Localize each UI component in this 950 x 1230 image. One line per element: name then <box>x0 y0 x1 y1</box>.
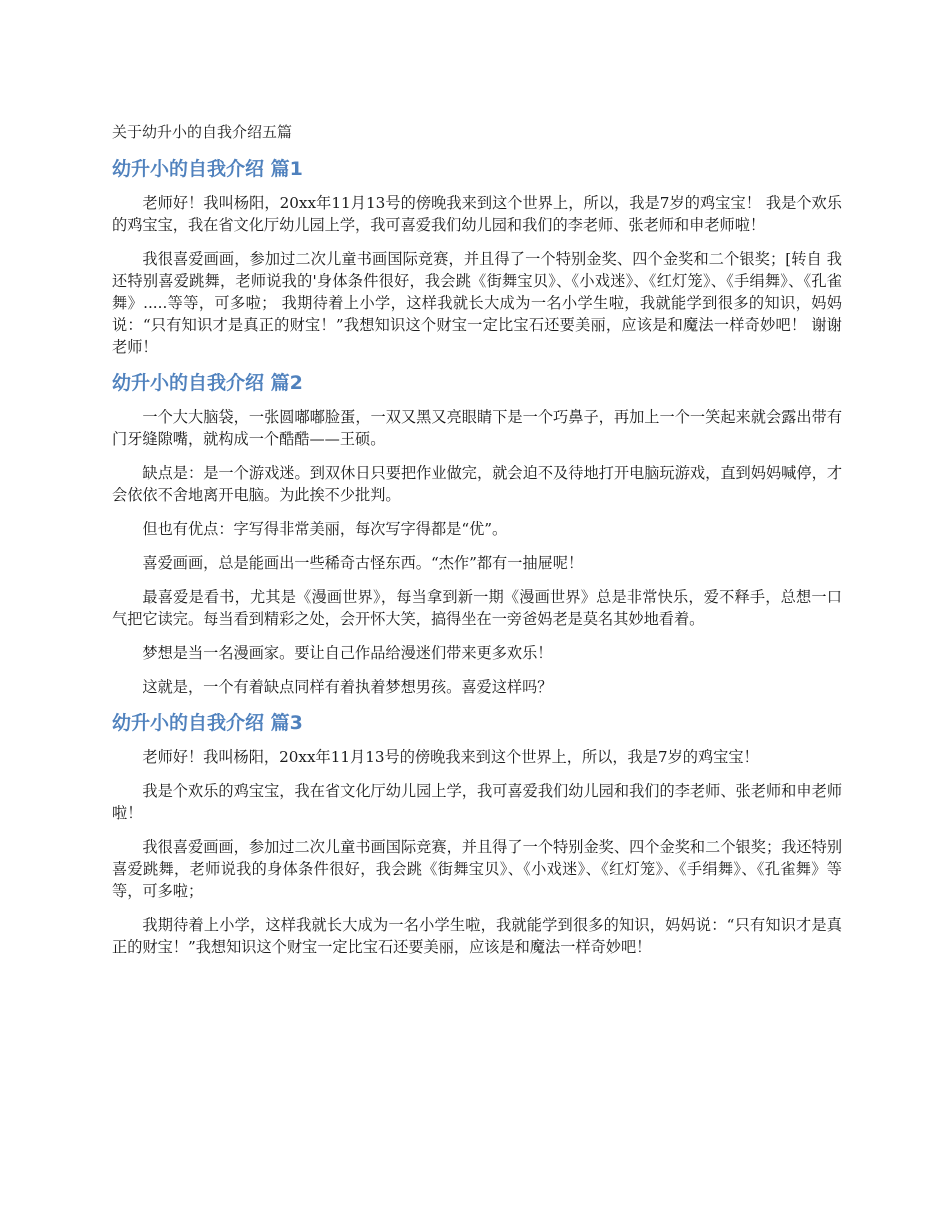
paragraph: 最喜爱是看书，尤其是《漫画世界》，每当拿到新一期《漫画世界》总是非常快乐，爱不释手，总想一口气把它读完。每当看到精彩之处，会开怀大笑，搞得坐在一旁爸妈老是莫名其妙地看着。 <box>112 588 842 628</box>
paragraph: 喜爱画画，总是能画出一些稀奇古怪东西。“杰作”都有一抽屉呢！ <box>142 554 584 572</box>
paragraph: 梦想是当一名漫画家。要让自己作品给漫迷们带来更多欢乐！ <box>142 644 553 662</box>
paragraph: 我很喜爱画画，参加过二次儿童书画国际竞赛，并且得了一个特别金奖、四个金奖和二个银奖；我还特别喜爱跳舞，老师说我的身体条件很好，我会跳《街舞宝贝》、《小戏迷》、《红灯笼》、《手绢舞》、《孔雀舞》等等，可多啦； <box>112 838 842 900</box>
section-3 <box>112 710 842 958</box>
section-2 <box>112 370 842 698</box>
paragraph: 我是个欢乐的鸡宝宝，我在省文化厅幼儿园上学，我可喜爱我们幼儿园和我们的李老师、张老师和申老师啦！ <box>112 782 842 822</box>
paragraph: 老师好！我叫杨阳，20xx年11月13号的傍晚我来到这个世界上，所以，我是7岁的鸡宝宝！ 我是个欢乐的鸡宝宝，我在省文化厅幼儿园上学，我可喜爱我们幼儿园和我们的李老师、张老师和申老师啦！ <box>112 194 842 234</box>
section-heading: 幼升小的自我介绍 篇1 <box>112 158 303 180</box>
paragraph: 老师好！我叫杨阳，20xx年11月13号的傍晚我来到这个世界上，所以，我是7岁的鸡宝宝！ <box>142 748 759 766</box>
paragraph: 一个大大脑袋，一张圆嘟嘟脸蛋，一双又黑又亮眼睛下是一个巧鼻子，再加上一个一笑起来就会露出带有门牙缝隙嘴，就构成一个酷酷——王硕。 <box>112 408 842 448</box>
paragraph: 这就是，一个有着缺点同样有着执着梦想男孩。喜爱这样吗？ <box>142 678 553 696</box>
document-title: 关于幼升小的自我介绍五篇 <box>112 123 293 141</box>
paragraph: 我很喜爱画画，参加过二次儿童书画国际竞赛，并且得了一个特别金奖、四个金奖和二个银奖；[转自 我还特别喜爱跳舞，老师说我的'身体条件很好，我会跳《街舞宝贝》、《小戏迷》、《红灯笼》、《手绢舞》、《孔雀舞》.....等等，可多啦； 我期待着上小学，这样我就长大成为一名小学生啦，我就能学到很多的知识，妈妈说：“只有知识才是真正的财宝！”我想知识这个财宝一定比宝石还要美丽，应该是和魔法一样奇妙吧！ 谢谢老师！ <box>112 250 842 356</box>
paragraph: 缺点是：是一个游戏迷。到双休日只要把作业做完，就会迫不及待地打开电脑玩游戏，直到妈妈喊停，才会依依不舍地离开电脑。为此挨不少批判。 <box>112 464 842 504</box>
paragraph: 但也有优点：字写得非常美丽，每次写字得都是“优”。 <box>142 520 508 538</box>
section-1 <box>112 156 842 358</box>
document-page <box>112 122 842 970</box>
paragraph: 我期待着上小学，这样我就长大成为一名小学生啦，我就能学到很多的知识，妈妈说：“只有知识才是真正的财宝！”我想知识这个财宝一定比宝石还要美丽，应该是和魔法一样奇妙吧！ <box>112 916 842 956</box>
section-heading: 幼升小的自我介绍 篇2 <box>112 372 303 394</box>
section-heading: 幼升小的自我介绍 篇3 <box>112 712 303 734</box>
